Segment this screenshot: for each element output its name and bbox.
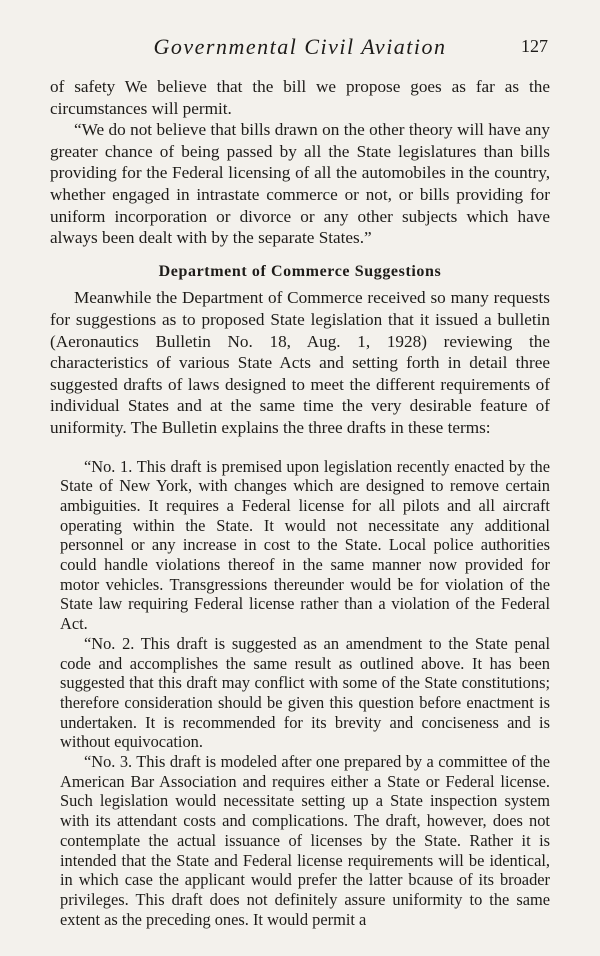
quote-draft-1: “No. 1. This draft is premised upon legislation recently enacted by the State of New York, with changes which are designed to remove certain ambiguities. It requires a Federal license for all pilots and all aircraft operating within the State. It would not necessitate any additional personnel or any increase in cost to the State. Local police authorities could handle violations thereof in the same manner now provided for motor vehicles. Transgressions thereunder would be for violation of the State law requiring Federal license rather than a violation of the Federal Act. xyxy=(60,456,550,634)
body-text xyxy=(50,76,550,929)
paragraph-department-bulletin: Meanwhile the Department of Commerce received so many requests for suggestions as to proposed State legislation that it issued a bulletin (Aeronautics Bulletin No. 18, Aug. 1, 1928) reviewing the characteristics of various State Acts and setting forth in detail three suggested drafts of laws designed to meet the different requirements of individual States and at the same time the very desirable feature of uniformity. The Bulletin explains the three drafts in these terms: xyxy=(50,288,550,437)
quote-draft-3: “No. 3. This draft is modeled after one prepared by a committee of the American Bar Association and requires either a State or Federal license. Such legislation would necessitate setting up a State inspection system with its attendant costs and complications. The draft, however, does not contemplate the actual issuance of licenses by the State. Rather it is intended that the State and Federal license requirements will be identical, in which case the applicant would prefer the latter bcause of its broader privileges. This draft does not definitely assure uniformity to the same extent as the preceding ones. It would permit a xyxy=(60,752,550,929)
section-heading: Department of Commerce Suggestions xyxy=(158,262,442,280)
spacer xyxy=(50,439,550,457)
running-title: Governmental Civil Aviation xyxy=(153,34,447,59)
running-head xyxy=(0,30,600,60)
page-number: 127 xyxy=(521,36,548,56)
paragraph-quote-legislatures: “We do not believe that bills drawn on the other theory will have any greater chance of being passed by all the State legislatures than bills providing for the Federal licensing of all the automobiles in the country, whether engaged in intrastate commerce or not, or bills providing for uniform incorporation or divorce or any other subjects which have always been dealt with by the separate States.” xyxy=(50,120,550,248)
paragraph-continuation: of safety We believe that the bill we propose goes as far as the circumstances will permit. xyxy=(50,77,550,118)
quote-draft-2: “No. 2. This draft is suggested as an amendment to the State penal code and accomplishes the same result as outlined above. It has been suggested that this draft may conflict with some of the State constitutions; therefore consideration should be given this question before enactment is undertaken. It is recommended for its brevity and conciseness and is without equivocation. xyxy=(60,633,550,752)
block-quote xyxy=(50,457,550,930)
